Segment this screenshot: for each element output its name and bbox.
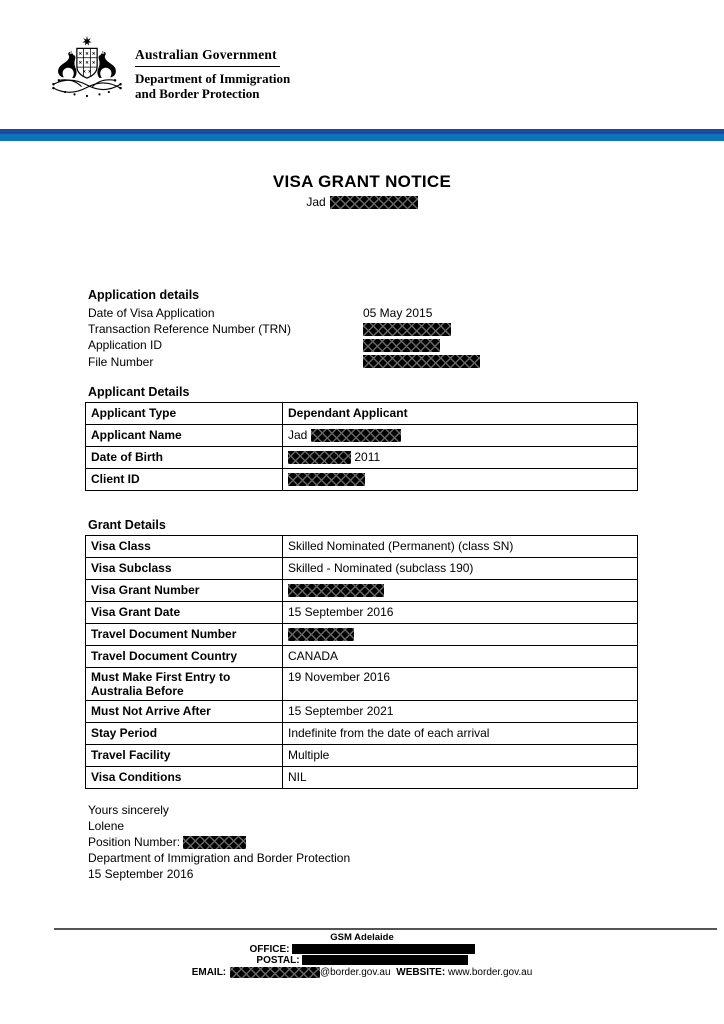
table-row [86, 645, 638, 667]
field-label: Applicant Name [86, 424, 283, 446]
redacted-value [363, 339, 440, 352]
application-detail-row [88, 337, 724, 353]
footer-divider [54, 928, 717, 930]
field-value [283, 424, 638, 446]
field-value [283, 446, 638, 468]
table-row [86, 667, 638, 700]
table-row [86, 700, 638, 722]
closing-line: Yours sincerely [88, 802, 169, 817]
applicant-name-line [0, 195, 724, 209]
field-value: 19 November 2016 [283, 667, 638, 700]
field-value: 15 September 2016 [283, 601, 638, 623]
field-label: Must Make First Entry to Australia Before [86, 667, 283, 700]
header-divider-bar [0, 129, 724, 141]
office-label: OFFICE: [249, 943, 290, 955]
divider-bar-light-stripe [0, 134, 724, 141]
application-details-section [88, 288, 724, 370]
table-row [86, 744, 638, 766]
redacted-value [288, 451, 351, 464]
field-value [283, 468, 638, 490]
table-row [86, 446, 638, 468]
field-label: Date of Birth [86, 446, 283, 468]
field-value: CANADA [283, 645, 638, 667]
field-label: Visa Subclass [86, 557, 283, 579]
email-website-line [0, 967, 724, 979]
table-row [86, 722, 638, 744]
page-title: VISA GRANT NOTICE [272, 172, 452, 191]
field-label: Visa Grant Number [86, 579, 283, 601]
redacted-value [288, 473, 365, 486]
website-url: www.border.gov.au [447, 966, 533, 978]
redacted-position-number [183, 836, 246, 849]
field-label: Visa Conditions [86, 766, 283, 788]
field-label: Stay Period [86, 722, 283, 744]
field-label: Client ID [86, 468, 283, 490]
field-value: Skilled - Nominated (subclass 190) [283, 557, 638, 579]
document-header [0, 0, 724, 107]
redacted-value [311, 429, 401, 442]
grant-details-table [85, 535, 638, 789]
document-footer [0, 928, 724, 978]
table-row [86, 535, 638, 557]
visible-year-part: 2011 [354, 450, 381, 465]
field-value: Indefinite from the date of each arrival [283, 722, 638, 744]
application-detail-row [88, 305, 724, 321]
table-row [86, 402, 638, 424]
table-row [86, 424, 638, 446]
redacted-postal-address [302, 955, 468, 965]
department-name-line2: and Border Protection [135, 86, 260, 101]
processing-office-name: GSM Adelaide [330, 932, 394, 943]
field-value: 15 September 2021 [283, 700, 638, 722]
field-value [283, 623, 638, 645]
field-label: Transaction Reference Number (TRN) [88, 322, 291, 337]
application-detail-row [88, 321, 724, 337]
redacted-email-local-part [230, 967, 320, 978]
email-domain: @border.gov.au [319, 966, 391, 978]
field-value: Multiple [283, 744, 638, 766]
applicant-details-heading: Applicant Details [88, 384, 190, 399]
signoff-block [88, 802, 724, 882]
redacted-value [363, 355, 480, 368]
application-detail-row [88, 354, 724, 370]
redacted-value [288, 584, 384, 597]
field-label: Travel Document Number [86, 623, 283, 645]
grant-details-heading: Grant Details [88, 517, 166, 532]
field-value [283, 579, 638, 601]
postal-label: POSTAL: [256, 955, 300, 966]
table-row [86, 623, 638, 645]
table-row [86, 468, 638, 490]
field-label: Must Not Arrive After [86, 700, 283, 722]
field-label: File Number [88, 354, 154, 369]
applicant-first-name: Jad [306, 195, 326, 209]
table-row [86, 766, 638, 788]
field-value: Dependant Applicant [283, 402, 638, 424]
field-label: Applicant Type [86, 402, 283, 424]
field-value: Skilled Nominated (Permanent) (class SN) [283, 535, 638, 557]
application-details-heading: Application details [88, 288, 200, 302]
website-label: WEBSITE: [396, 966, 446, 978]
field-label: Visa Class [86, 535, 283, 557]
signoff-date: 15 September 2016 [88, 866, 194, 881]
visible-name-part: Jad [288, 428, 308, 443]
position-number-line [88, 834, 724, 850]
table-row [86, 601, 638, 623]
table-row [86, 557, 638, 579]
redacted-value [363, 323, 451, 336]
title-block [0, 172, 724, 209]
field-value: 05 May 2015 [363, 306, 433, 321]
signoff-department: Department of Immigration and Border Protection [88, 850, 351, 865]
australian-coat-of-arms-icon [48, 35, 126, 107]
postal-address-line [0, 955, 724, 967]
field-label: Visa Grant Date [86, 601, 283, 623]
redacted-applicant-surname [330, 196, 418, 209]
position-number-label: Position Number: [88, 834, 181, 849]
field-label: Travel Facility [86, 744, 283, 766]
department-name-line1: Department of Immigration [135, 71, 291, 86]
field-label: Travel Document Country [86, 645, 283, 667]
government-title: Australian Government [135, 47, 280, 67]
email-label: EMAIL: [191, 966, 227, 978]
signatory-name: Lolene [88, 818, 125, 833]
field-label: Application ID [88, 338, 163, 353]
field-value: NIL [283, 766, 638, 788]
redacted-value [288, 628, 354, 641]
field-label: Date of Visa Application [88, 306, 215, 321]
agency-title-block [135, 35, 290, 101]
redacted-office-address [292, 944, 475, 954]
office-address-line [0, 944, 724, 956]
applicant-details-table [85, 402, 638, 491]
table-row [86, 579, 638, 601]
